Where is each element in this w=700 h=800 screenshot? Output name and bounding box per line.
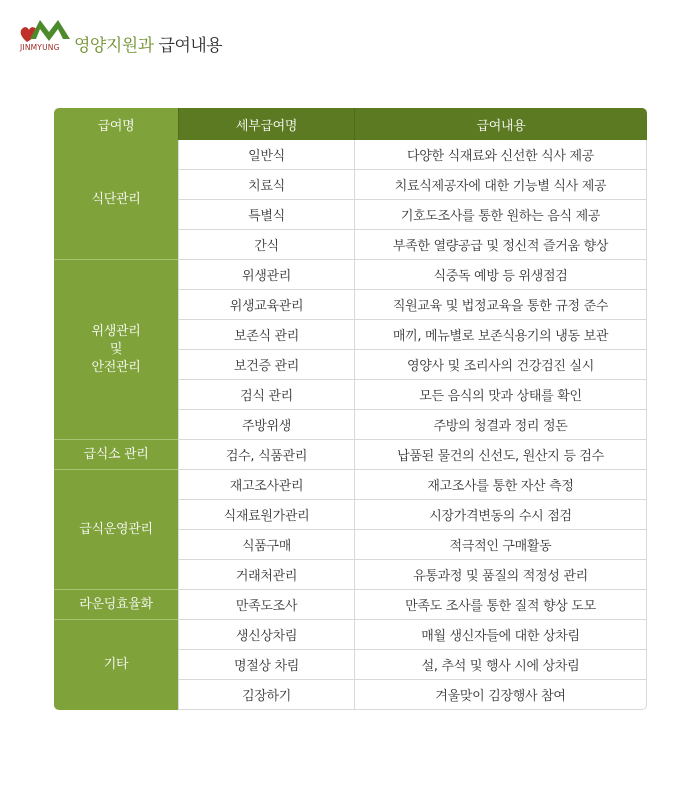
category-label: 안전관리: [91, 359, 141, 375]
table-body: [54, 140, 647, 710]
content-cell: 부족한 열량공급 및 정신적 즐거움 향상: [354, 230, 647, 260]
category-label: 라운딩효율화: [79, 596, 153, 612]
category-cell: [54, 260, 178, 440]
table-row: [54, 620, 647, 650]
category-cell: [54, 620, 178, 710]
content-cell: 모든 음식의 맛과 상태를 확인: [354, 380, 647, 410]
sub-item-cell: 식재료원가관리: [178, 500, 354, 530]
content-cell: 적극적인 구매활동: [354, 530, 647, 560]
content-cell: 겨울맞이 김장행사 참여: [354, 680, 647, 710]
table-row: [54, 140, 647, 170]
header-sub-item: 세부급여명: [178, 108, 354, 140]
header-category: 급여명: [54, 108, 178, 140]
content-cell: 기호도조사를 통한 원하는 음식 제공: [354, 200, 647, 230]
table-row: [54, 590, 647, 620]
sub-item-cell: 명절상 차림: [178, 650, 354, 680]
content-cell: 시장가격변동의 수시 점검: [354, 500, 647, 530]
table-row: [54, 260, 647, 290]
page-title-department: 영양지원과: [74, 36, 154, 56]
category-cell: [54, 590, 178, 620]
sub-item-cell: 치료식: [178, 170, 354, 200]
content-cell: 주방의 청결과 정리 정돈: [354, 410, 647, 440]
sub-item-cell: 만족도조사: [178, 590, 354, 620]
meal-service-table: [54, 108, 647, 710]
sub-item-cell: 생신상차림: [178, 620, 354, 650]
sub-item-cell: 김장하기: [178, 680, 354, 710]
sub-item-cell: 일반식: [178, 140, 354, 170]
sub-item-cell: 재고조사관리: [178, 470, 354, 500]
content-cell: 다양한 식재료와 신선한 식사 제공: [354, 140, 647, 170]
sub-item-cell: 검식 관리: [178, 380, 354, 410]
sub-item-cell: 주방위생: [178, 410, 354, 440]
sub-item-cell: 검수, 식품관리: [178, 440, 354, 470]
sub-item-cell: 간식: [178, 230, 354, 260]
category-label: 기타: [103, 657, 129, 672]
sub-item-cell: 거래처관리: [178, 560, 354, 590]
table-row: [54, 440, 647, 470]
sub-item-cell: 보존식 관리: [178, 320, 354, 350]
page-title: [74, 31, 222, 56]
content-cell: 직원교육 및 법정교육을 통한 규정 준수: [354, 290, 647, 320]
category-cell: [54, 440, 178, 470]
category-label: 식단관리: [91, 191, 141, 207]
content-cell: 유통과정 및 품질의 적정성 관리: [354, 560, 647, 590]
m-mark-icon: [30, 20, 70, 41]
table-header-row: [54, 108, 647, 140]
category-cell: [54, 140, 178, 260]
table-row: [54, 470, 647, 500]
category-cell: [54, 470, 178, 590]
sub-item-cell: 보건증 관리: [178, 350, 354, 380]
content-cell: 식중독 예방 등 위생점검: [354, 260, 647, 290]
category-label: 급식소 관리: [83, 446, 149, 462]
category-label: 위생관리: [91, 323, 141, 339]
header-content: 급여내용: [354, 108, 647, 140]
content-cell: 만족도 조사를 통한 질적 향상 도모: [354, 590, 647, 620]
category-label: 급식운영관리: [79, 521, 153, 537]
sub-item-cell: 식품구매: [178, 530, 354, 560]
content-cell: 치료식제공자에 대한 기능별 식사 제공: [354, 170, 647, 200]
sub-item-cell: 위생관리: [178, 260, 354, 290]
content-cell: 재고조사를 통한 자산 측정: [354, 470, 647, 500]
content-cell: 영양사 및 조리사의 건강검진 실시: [354, 350, 647, 380]
content-cell: 매월 생신자들에 대한 상차림: [354, 620, 647, 650]
sub-item-cell: 특별식: [178, 200, 354, 230]
category-label: 및: [109, 341, 123, 357]
logo-text: JINMYUNG: [20, 43, 60, 52]
content-cell: 매끼, 메뉴별로 보존식용기의 냉동 보관: [354, 320, 647, 350]
page-title-subject: 급여내용: [158, 36, 223, 56]
content-cell: 납품된 물건의 신선도, 원산지 등 검수: [354, 440, 647, 470]
sub-item-cell: 위생교육관리: [178, 290, 354, 320]
content-cell: 설, 추석 및 행사 시에 상차림: [354, 650, 647, 680]
